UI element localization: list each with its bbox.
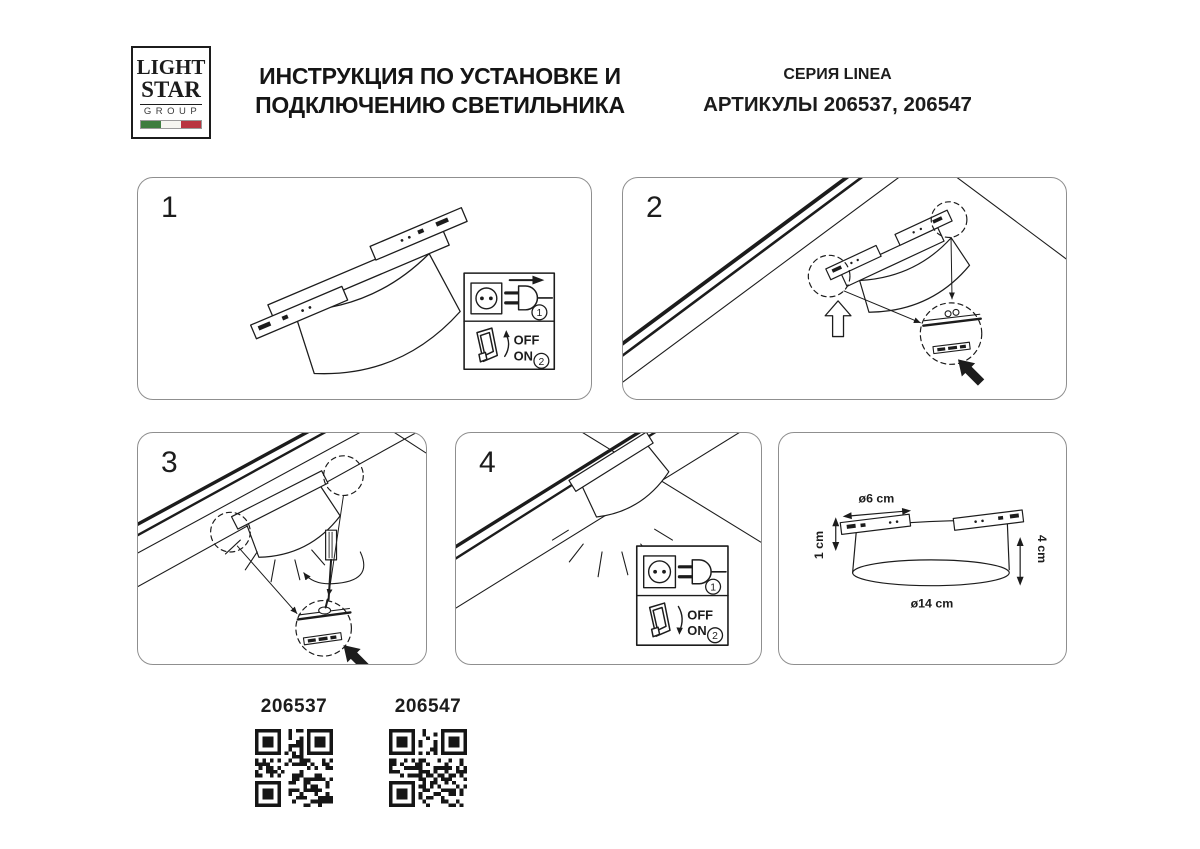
step-3-number: 3	[161, 446, 178, 479]
page-title	[240, 62, 640, 120]
step-3-drawing	[138, 433, 426, 664]
qr-code	[389, 729, 467, 807]
logo-word-light: LIGHT	[136, 55, 206, 79]
step-4-drawing	[456, 433, 761, 664]
articles-label: АРТИКУЛЫ 206537, 206547	[703, 93, 972, 116]
flag-white-segment	[161, 121, 181, 128]
step-2-number: 2	[646, 191, 663, 224]
dim-adapter-height: 1 cm	[811, 530, 826, 560]
magnifier-detail	[920, 303, 987, 389]
step-badge-1	[706, 579, 721, 594]
on-label: ON	[513, 348, 533, 364]
flag-green-segment	[141, 121, 161, 128]
svg-text:1: 1	[710, 582, 716, 594]
legend-inset-unplug	[464, 273, 554, 369]
title-line-1: ИНСТРУКЦИЯ ПО УСТАНОВКЕ И	[259, 63, 621, 89]
dimensions-panel	[778, 432, 1067, 665]
step-badge-1	[532, 305, 547, 320]
off-label: OFF	[513, 332, 540, 348]
qr-block-206547	[389, 696, 467, 812]
flag-red-segment	[181, 121, 201, 128]
qr-code	[255, 729, 333, 807]
step-4-number: 4	[479, 446, 496, 479]
logo-word-group: GROUP	[143, 106, 202, 117]
off-label: OFF	[687, 607, 714, 623]
step-4-panel	[455, 432, 762, 665]
logo-divider	[140, 104, 202, 105]
detail-callout-circle-left	[211, 512, 251, 552]
magnifier-detail	[296, 600, 373, 664]
legend-inset-plug-in	[637, 546, 728, 645]
lightstar-logo	[131, 46, 211, 139]
dim-body-diameter: ø14 cm	[910, 596, 954, 611]
dim-body-height: 4 cm	[1035, 534, 1049, 564]
step-1-drawing	[138, 178, 591, 399]
dimensions-drawing	[779, 433, 1066, 664]
dim-adapter-width: ø6 cm	[858, 491, 895, 506]
title-line-2: ПОДКЛЮЧЕНИЮ СВЕТИЛЬНИКА	[255, 92, 625, 118]
logo-word-star: STAR	[141, 77, 201, 102]
svg-text:2: 2	[538, 356, 545, 368]
on-label: ON	[687, 623, 707, 639]
screwdriver-icon	[326, 530, 337, 599]
step-3-panel	[137, 432, 427, 665]
qr-label: 206537	[260, 696, 328, 717]
series-label: СЕРИЯ LINEA	[783, 66, 892, 83]
step-1-panel	[137, 177, 592, 400]
qr-label: 206547	[394, 696, 462, 717]
step-2-drawing	[623, 178, 1066, 399]
svg-text:1: 1	[536, 308, 543, 320]
qr-block-206537	[255, 696, 333, 812]
step-badge-2	[708, 628, 723, 643]
luminaire-drawing	[840, 510, 1023, 586]
step-1-number: 1	[161, 191, 178, 224]
dimension-annotations	[812, 491, 1049, 610]
step-2-panel	[622, 177, 1067, 400]
italian-flag-bar	[140, 120, 202, 129]
luminaire-drawing	[569, 433, 676, 527]
detail-callout-circle-right	[324, 456, 364, 496]
svg-text:2: 2	[712, 631, 718, 643]
step-badge-2	[534, 353, 549, 368]
push-up-arrow	[825, 301, 851, 337]
track-rail	[623, 178, 1066, 387]
series-block	[680, 66, 995, 117]
